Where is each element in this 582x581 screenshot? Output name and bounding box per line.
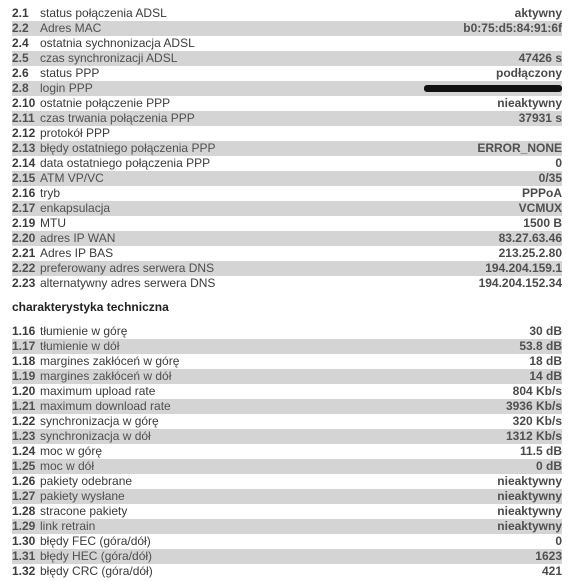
row-id: 2.11 (12, 111, 35, 125)
row-id: 1.27 (12, 489, 36, 503)
row-value: nieaktywny (497, 519, 562, 533)
row-id: 1.31 (12, 549, 36, 563)
table-row (12, 384, 562, 399)
row-id: 2.14 (12, 156, 36, 170)
row-label: preferowany adres serwera DNS (40, 261, 215, 275)
row-label: błędy HEC (góra/dół) (40, 549, 153, 563)
row-label: enkapsulacja (40, 201, 111, 215)
row-id: 1.26 (12, 474, 36, 488)
row-value: aktywny (514, 6, 562, 20)
section-title: charakterystyka techniczna (12, 300, 169, 314)
row-value: 320 Kb/s (512, 414, 562, 428)
row-id: 1.29 (12, 519, 36, 533)
table-row (12, 459, 562, 474)
row-id: 1.19 (12, 369, 36, 383)
row-value: VCMUX (518, 201, 562, 215)
row-value: nieaktywny (497, 504, 562, 518)
row-id: 1.17 (12, 339, 36, 353)
row-value: 0 (555, 534, 562, 548)
redaction-bar (424, 85, 562, 92)
table-row (12, 414, 562, 429)
row-id: 2.19 (12, 216, 36, 230)
technical-characteristics-table (12, 324, 562, 579)
table-row (12, 81, 562, 96)
row-value: 0/35 (538, 171, 562, 185)
row-id: 2.17 (12, 201, 36, 215)
table-row (12, 354, 562, 369)
row-id: 2.22 (12, 261, 36, 275)
table-row (12, 564, 562, 579)
row-id: 1.25 (12, 459, 36, 473)
table-row (12, 339, 562, 354)
row-id: 1.18 (12, 354, 36, 368)
row-label: synchronizacja w dół (40, 429, 151, 443)
row-id: 2.15 (12, 171, 36, 185)
row-label: status połączenia ADSL (40, 6, 167, 20)
row-id: 2.23 (12, 276, 36, 290)
row-label: ATM VP/VC (40, 171, 104, 185)
row-id: 1.16 (12, 324, 36, 338)
table-row (12, 141, 562, 156)
table-row (12, 51, 562, 66)
row-label: ostatnia sychnonizacja ADSL (40, 36, 195, 50)
row-id: 2.8 (12, 81, 29, 95)
table-row (12, 231, 562, 246)
table-row (12, 429, 562, 444)
row-value: 0 (555, 156, 562, 170)
row-value: 1623 (535, 549, 562, 563)
table-row (12, 399, 562, 414)
row-id: 1.23 (12, 429, 36, 443)
row-value: 14 dB (529, 369, 562, 383)
row-label: tryb (40, 186, 61, 200)
row-id: 1.20 (12, 384, 36, 398)
table-row (12, 369, 562, 384)
table-row (12, 96, 562, 111)
row-id: 2.10 (12, 96, 36, 110)
row-id: 2.20 (12, 231, 36, 245)
row-id: 2.13 (12, 141, 36, 155)
table-row (12, 111, 562, 126)
row-value: b0:75:d5:84:91:6f (463, 21, 562, 35)
row-value: 47426 s (518, 51, 562, 65)
row-value: 11.5 dB (519, 444, 562, 458)
row-value: 0 dB (535, 459, 562, 473)
table-row (12, 36, 562, 51)
row-label: pakiety wysłane (40, 489, 125, 503)
row-id: 2.4 (12, 36, 29, 50)
table-row (12, 216, 562, 231)
table-row (12, 474, 562, 489)
table-row (12, 276, 562, 291)
row-label: link retrain (40, 519, 96, 533)
table-row (12, 201, 562, 216)
row-label: Adres IP BAS (40, 246, 114, 260)
row-id: 1.22 (12, 414, 36, 428)
row-label: synchronizacja w górę (40, 414, 159, 428)
table-row (12, 66, 562, 81)
table-row (12, 489, 562, 504)
row-label: pakiety odebrane (40, 474, 133, 488)
row-label: alternatywny adres serwera DNS (40, 276, 216, 290)
row-value: 804 Kb/s (512, 384, 562, 398)
row-label: maximum upload rate (40, 384, 156, 398)
row-value: 3936 Kb/s (505, 399, 562, 413)
table-row (12, 186, 562, 201)
row-value: 421 (541, 564, 562, 578)
row-label: login PPP (40, 81, 93, 95)
row-id: 1.30 (12, 534, 36, 548)
row-id: 1.32 (12, 564, 36, 578)
row-value: 37931 s (518, 111, 562, 125)
row-value: 53.8 dB (519, 339, 562, 353)
table-row (12, 519, 562, 534)
row-value: 18 dB (529, 354, 562, 368)
row-id: 2.16 (12, 186, 36, 200)
row-value: nieaktywny (497, 489, 562, 503)
row-label: MTU (40, 216, 66, 230)
row-label: ostatnie połączenie PPP (40, 96, 171, 110)
table-row (12, 549, 562, 564)
row-value: 213.25.2.80 (498, 246, 562, 260)
row-value: 1312 Kb/s (505, 429, 562, 443)
row-label: stracone pakiety (40, 504, 128, 518)
row-id: 2.5 (12, 51, 29, 65)
row-label: błędy CRC (góra/dół) (40, 564, 153, 578)
row-value: nieaktywny (497, 96, 562, 110)
table-row (12, 324, 562, 339)
row-label: margines zakłóceń w górę (40, 354, 180, 368)
row-id: 2.12 (12, 126, 36, 140)
table-row (12, 246, 562, 261)
table-row (12, 156, 562, 171)
row-label: błędy FEC (góra/dół) (40, 534, 151, 548)
row-label: data ostatniego połączenia PPP (40, 156, 211, 170)
row-value: 83.27.63.46 (498, 231, 562, 245)
row-label: maximum download rate (40, 399, 171, 413)
row-value: 194.204.159.1 (485, 261, 562, 275)
row-label: Adres MAC (40, 21, 102, 35)
table-row (12, 21, 562, 36)
row-label: moc w górę (40, 444, 103, 458)
row-label: czas trwania połączenia PPP (40, 111, 195, 125)
row-label: błędy ostatniego połączenia PPP (40, 141, 216, 155)
table-row (12, 126, 562, 141)
row-label: czas synchronizacji ADSL (40, 51, 178, 65)
row-id: 1.21 (12, 399, 36, 413)
table-row (12, 504, 562, 519)
table-row (12, 534, 562, 549)
row-value: 1500 B (523, 216, 562, 230)
row-value: nieaktywny (497, 474, 562, 488)
row-value: ERROR_NONE (477, 141, 562, 155)
table-row (12, 171, 562, 186)
row-label: moc w dół (40, 459, 95, 473)
row-value: PPPoA (521, 186, 562, 200)
table-row (12, 6, 562, 21)
row-label: tłumienie w górę (40, 324, 128, 338)
row-value: 194.204.152.34 (478, 276, 562, 290)
row-label: margines zakłóceń w dół (40, 369, 172, 383)
row-id: 2.6 (12, 66, 29, 80)
table-row (12, 261, 562, 276)
row-id: 2.1 (12, 6, 29, 20)
row-id: 2.2 (12, 21, 29, 35)
table-row (12, 444, 562, 459)
row-label: status PPP (40, 66, 100, 80)
row-id: 1.24 (12, 444, 36, 458)
row-value: podłączony (495, 66, 562, 80)
row-value: 30 dB (529, 324, 562, 338)
row-id: 2.21 (12, 246, 36, 260)
row-label: adres IP WAN (40, 231, 116, 245)
redacted-value (424, 81, 562, 96)
adsl-status-table (12, 6, 562, 291)
row-label: protokół PPP (40, 126, 111, 140)
row-id: 1.28 (12, 504, 36, 518)
row-label: tłumienie w dół (40, 339, 120, 353)
